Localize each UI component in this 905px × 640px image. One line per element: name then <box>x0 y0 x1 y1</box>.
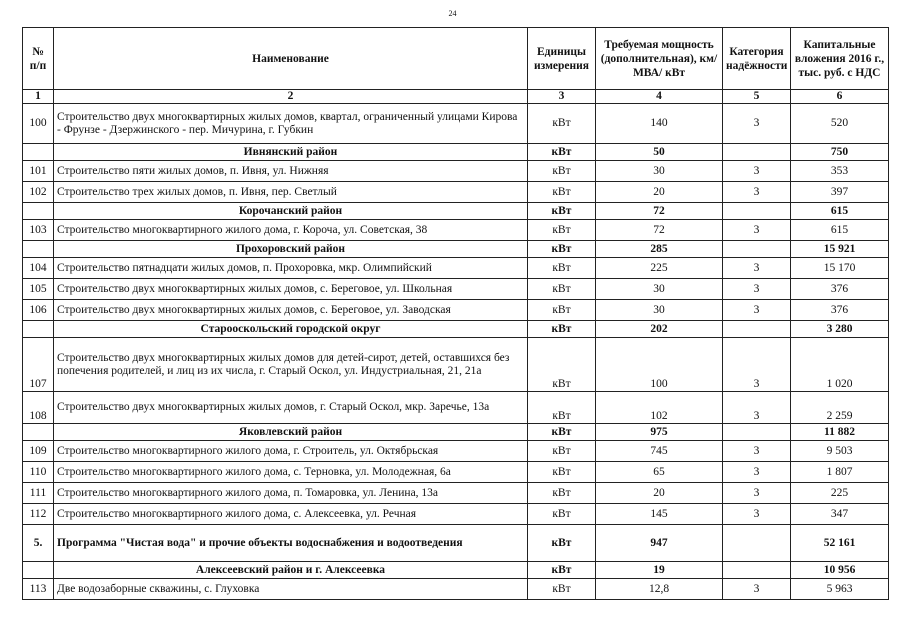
cell-power: 72 <box>596 220 723 241</box>
cell-name: Прохоровский район <box>54 241 528 258</box>
cell-investment: 52 161 <box>791 525 889 562</box>
cell-category <box>723 525 791 562</box>
cell-num: 100 <box>23 104 54 144</box>
cell-unit: кВт <box>528 182 596 203</box>
cell-category: 3 <box>723 300 791 321</box>
cell-num: 104 <box>23 258 54 279</box>
cell-power: 72 <box>596 203 723 220</box>
cell-num: 101 <box>23 161 54 182</box>
cell-category: 3 <box>723 279 791 300</box>
cell-name: Старооскольский городской округ <box>54 321 528 338</box>
cell-category: 3 <box>723 504 791 525</box>
cell-name: Строительство двух многоквартирных жилых домов, г. Старый Оскол, мкр. Заречье, 13а <box>54 392 528 424</box>
cell-num: 112 <box>23 504 54 525</box>
cell-category: 3 <box>723 441 791 462</box>
cell-name: Строительство двух многоквартирных жилых домов для детей-сирот, детей, оставшихся без попечения родителей, и лиц из их числа, г. Старый Оскол, ул. Индустриальная, 21, 21а <box>54 338 528 392</box>
district-row <box>23 144 889 161</box>
cell-investment: 347 <box>791 504 889 525</box>
cell-category: 3 <box>723 392 791 424</box>
cell-investment: 750 <box>791 144 889 161</box>
cell-name: Строительство трех жилых домов, п. Ивня, пер. Светлый <box>54 182 528 203</box>
cell-category <box>723 424 791 441</box>
cell-name: Строительство двух многоквартирных жилых домов, с. Береговое, ул. Заводская <box>54 300 528 321</box>
cell-name: Строительство многоквартирного жилого дома, с. Алексеевка, ул. Речная <box>54 504 528 525</box>
cell-power: 202 <box>596 321 723 338</box>
cell-investment: 1 807 <box>791 462 889 483</box>
col-header-category: Категория надёжности <box>723 28 791 90</box>
cell-unit: кВт <box>528 562 596 579</box>
table-row <box>23 483 889 504</box>
cell-unit: кВт <box>528 279 596 300</box>
cell-investment: 3 280 <box>791 321 889 338</box>
cell-power: 102 <box>596 392 723 424</box>
cell-power: 100 <box>596 338 723 392</box>
cell-category: 3 <box>723 161 791 182</box>
cell-power: 20 <box>596 182 723 203</box>
cell-num: 106 <box>23 300 54 321</box>
cell-category: 3 <box>723 182 791 203</box>
table-row <box>23 504 889 525</box>
cell-unit: кВт <box>528 161 596 182</box>
cell-investment: 15 170 <box>791 258 889 279</box>
col-header-unit: Единицы измерения <box>528 28 596 90</box>
cell-unit: кВт <box>528 104 596 144</box>
cell-unit: кВт <box>528 579 596 600</box>
cell-unit: кВт <box>528 504 596 525</box>
cell-name: Строительство многоквартирного жилого дома, г. Строитель, ул. Октябрьская <box>54 441 528 462</box>
cell-num: 111 <box>23 483 54 504</box>
cell-investment: 2 259 <box>791 392 889 424</box>
cell-unit: кВт <box>528 462 596 483</box>
cell-power: 30 <box>596 279 723 300</box>
cell-power: 65 <box>596 462 723 483</box>
program-row <box>23 525 889 562</box>
cell-name: Строительство пяти жилых домов, п. Ивня, ул. Нижняя <box>54 161 528 182</box>
table-row <box>23 338 889 392</box>
cell-unit: кВт <box>528 525 596 562</box>
cell-name: Строительство двух многоквартирных жилых домов, квартал, ограниченный улицами Кирова - Фрунзе - Дзержинского - пер. Мичурина, г. Губкин <box>54 104 528 144</box>
cell-unit: кВт <box>528 258 596 279</box>
cell-category: 3 <box>723 220 791 241</box>
table-row <box>23 279 889 300</box>
cell-category <box>723 241 791 258</box>
cell-investment: 225 <box>791 483 889 504</box>
cell-num: 113 <box>23 579 54 600</box>
cell-power: 285 <box>596 241 723 258</box>
district-row <box>23 241 889 258</box>
cell-power: 30 <box>596 161 723 182</box>
cell-investment: 520 <box>791 104 889 144</box>
cell-category <box>723 562 791 579</box>
cell-num <box>23 321 54 338</box>
cell-name: Ивнянский район <box>54 144 528 161</box>
cell-num: 107 <box>23 338 54 392</box>
cell-name: Строительство многоквартирного жилого дома, с. Терновка, ул. Молодежная, 6а <box>54 462 528 483</box>
cell-name: Алексеевский район и г. Алексеевка <box>54 562 528 579</box>
cell-name: Две водозаборные скважины, с. Глуховка <box>54 579 528 600</box>
table-row <box>23 441 889 462</box>
cell-unit: кВт <box>528 338 596 392</box>
cell-name: Яковлевский район <box>54 424 528 441</box>
cell-num: 109 <box>23 441 54 462</box>
district-row <box>23 424 889 441</box>
cell-unit: кВт <box>528 241 596 258</box>
cell-num: 108 <box>23 392 54 424</box>
column-index: 3 <box>528 90 596 104</box>
cell-power: 50 <box>596 144 723 161</box>
cell-unit: кВт <box>528 483 596 504</box>
table-row <box>23 462 889 483</box>
column-index: 1 <box>23 90 54 104</box>
cell-num <box>23 241 54 258</box>
cell-investment: 10 956 <box>791 562 889 579</box>
cell-num: 105 <box>23 279 54 300</box>
cell-investment: 397 <box>791 182 889 203</box>
cell-unit: кВт <box>528 220 596 241</box>
table-row <box>23 220 889 241</box>
cell-unit: кВт <box>528 300 596 321</box>
cell-investment: 15 921 <box>791 241 889 258</box>
cell-category: 3 <box>723 338 791 392</box>
district-row <box>23 203 889 220</box>
cell-name: Строительство многоквартирного жилого дома, г. Короча, ул. Советская, 38 <box>54 220 528 241</box>
table-row <box>23 392 889 424</box>
cell-category: 3 <box>723 462 791 483</box>
col-header-num: № п/п <box>23 28 54 90</box>
col-header-investment: Капитальные вложения 2016 г., тыс. руб. с НДС <box>791 28 889 90</box>
cell-num: 5. <box>23 525 54 562</box>
district-row <box>23 562 889 579</box>
cell-power: 225 <box>596 258 723 279</box>
cell-num <box>23 144 54 161</box>
cell-unit: кВт <box>528 441 596 462</box>
cell-category: 3 <box>723 483 791 504</box>
district-row <box>23 321 889 338</box>
cell-power: 30 <box>596 300 723 321</box>
cell-num: 102 <box>23 182 54 203</box>
column-index: 5 <box>723 90 791 104</box>
cell-investment: 615 <box>791 220 889 241</box>
table-row <box>23 104 889 144</box>
cell-name: Строительство многоквартирного жилого дома, п. Томаровка, ул. Ленина, 13а <box>54 483 528 504</box>
cell-power: 975 <box>596 424 723 441</box>
cell-num: 103 <box>23 220 54 241</box>
cell-num <box>23 562 54 579</box>
cell-num <box>23 203 54 220</box>
cell-category <box>723 144 791 161</box>
cell-unit: кВт <box>528 321 596 338</box>
cell-unit: кВт <box>528 144 596 161</box>
cell-name: Строительство пятнадцати жилых домов, п. Прохоровка, мкр. Олимпийский <box>54 258 528 279</box>
page-number: 24 <box>448 9 457 18</box>
table-row <box>23 579 889 600</box>
cell-power: 745 <box>596 441 723 462</box>
cell-investment: 9 503 <box>791 441 889 462</box>
cell-category: 3 <box>723 258 791 279</box>
cell-power: 20 <box>596 483 723 504</box>
col-header-name: Наименование <box>54 28 528 90</box>
cell-investment: 353 <box>791 161 889 182</box>
investment-table <box>22 27 889 600</box>
cell-power: 145 <box>596 504 723 525</box>
cell-investment: 376 <box>791 279 889 300</box>
cell-name: Строительство двух многоквартирных жилых домов, с. Береговое, ул. Школьная <box>54 279 528 300</box>
table-header-row <box>23 28 889 90</box>
cell-power: 12,8 <box>596 579 723 600</box>
cell-investment: 376 <box>791 300 889 321</box>
cell-investment: 5 963 <box>791 579 889 600</box>
cell-unit: кВт <box>528 424 596 441</box>
table-row <box>23 300 889 321</box>
cell-category <box>723 321 791 338</box>
cell-investment: 11 882 <box>791 424 889 441</box>
table-body <box>23 104 889 600</box>
table-row <box>23 161 889 182</box>
cell-investment: 615 <box>791 203 889 220</box>
column-index: 6 <box>791 90 889 104</box>
column-index: 4 <box>596 90 723 104</box>
cell-unit: кВт <box>528 392 596 424</box>
table-row <box>23 258 889 279</box>
cell-unit: кВт <box>528 203 596 220</box>
cell-num <box>23 424 54 441</box>
cell-num: 110 <box>23 462 54 483</box>
cell-power: 140 <box>596 104 723 144</box>
cell-name: Программа "Чистая вода" и прочие объекты водоснабжения и водоотведения <box>54 525 528 562</box>
column-index: 2 <box>54 90 528 104</box>
cell-investment: 1 020 <box>791 338 889 392</box>
cell-category: 3 <box>723 104 791 144</box>
cell-name: Корочанский район <box>54 203 528 220</box>
cell-power: 947 <box>596 525 723 562</box>
table-row <box>23 182 889 203</box>
column-index-row <box>23 90 889 104</box>
cell-power: 19 <box>596 562 723 579</box>
cell-category: 3 <box>723 579 791 600</box>
col-header-power: Требуемая мощность (дополнительная), км/ МВА/ кВт <box>596 28 723 90</box>
cell-category <box>723 203 791 220</box>
